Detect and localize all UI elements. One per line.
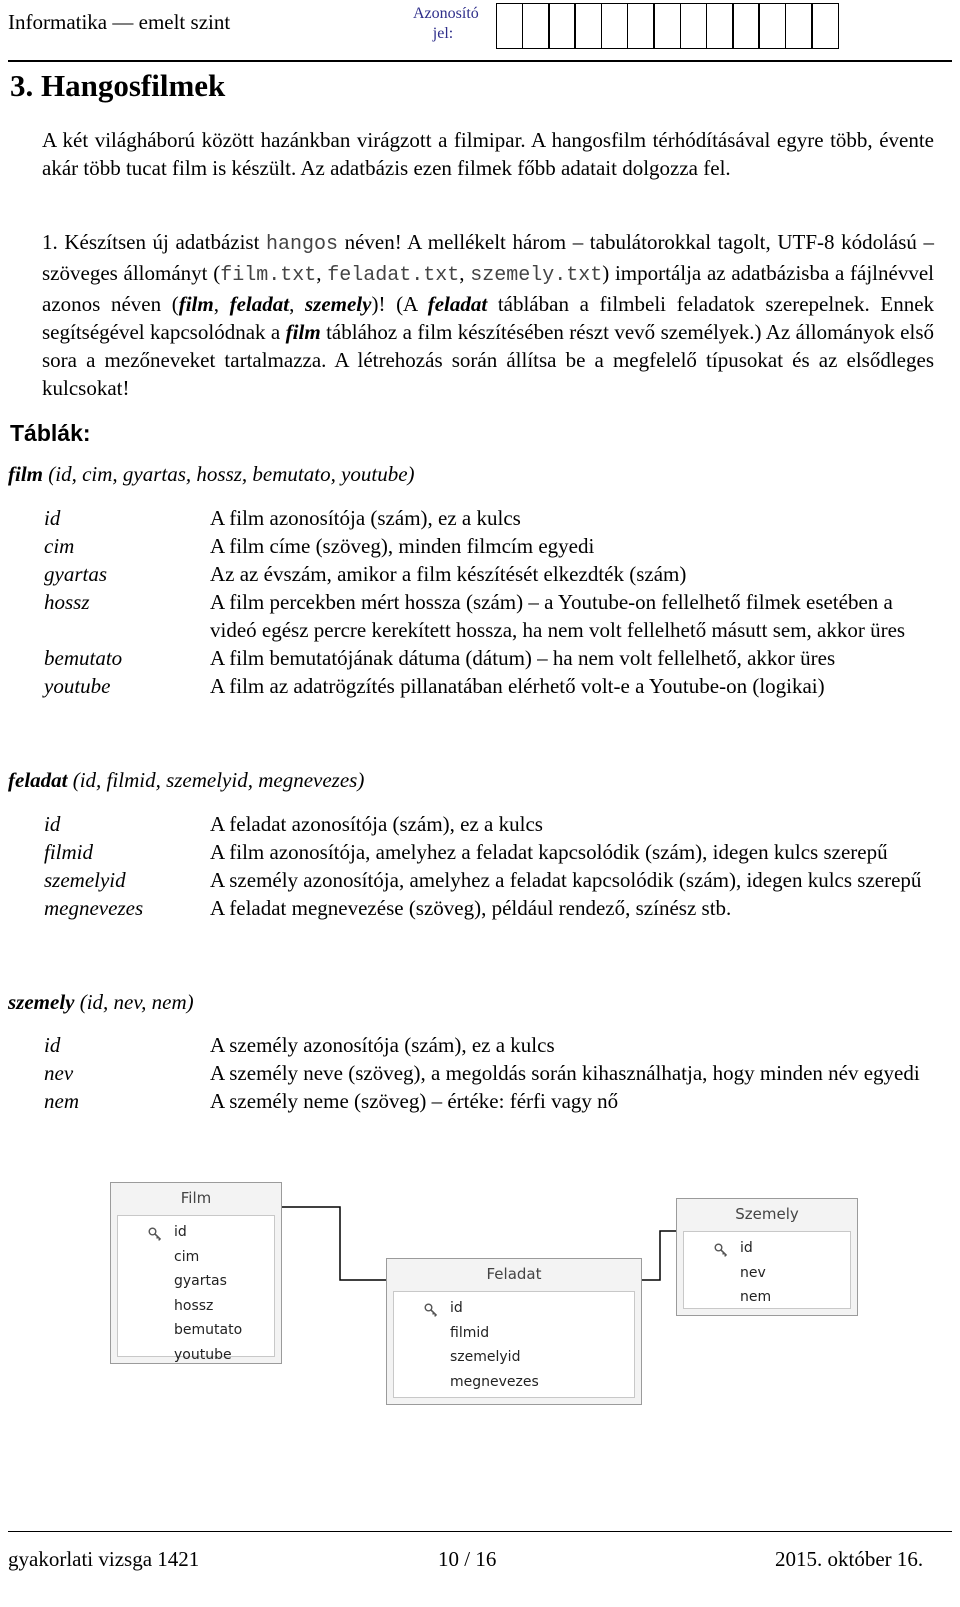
- id-box[interactable]: [548, 3, 576, 49]
- diagram-field: [684, 1285, 850, 1310]
- field-name: cim: [44, 534, 75, 558]
- diagram-field: [394, 1370, 634, 1395]
- diagram-field-label: bemutato: [174, 1322, 243, 1339]
- field-row: [44, 532, 944, 560]
- diagram-field: [394, 1345, 634, 1370]
- diagram-title-feladat: Feladat: [486, 1265, 542, 1283]
- relation-line-szemely-feladat: [640, 1231, 676, 1280]
- field-name: id: [44, 506, 61, 530]
- field-row: [44, 866, 944, 894]
- field-description: A feladat megnevezése (szöveg), például rendező, színész stb.: [210, 896, 732, 920]
- field-description: A film percekben mért hossza (szám) – a Youtube-on fellelhető filmek esetében a videó egész percre kerekített hossza, ha nem volt fellelhető másutt sem, akkor üres: [210, 590, 906, 642]
- primary-key-icon: [148, 1225, 162, 1239]
- table-def-film: film (id, cim, gyartas, hossz, bemutato, youtube): [8, 462, 415, 486]
- table-def-feladat: feladat (id, filmid, szemelyid, megnevezes): [8, 768, 365, 792]
- field-row: [44, 894, 944, 922]
- footer-exam: gyakorlati vizsga 1421: [8, 1547, 200, 1571]
- field-description: A film címe (szöveg), minden filmcím egyedi: [210, 534, 595, 558]
- table-def-szemely: szemely (id, nev, nem): [8, 990, 194, 1014]
- id-boxes: [497, 3, 839, 49]
- diagram-field: [684, 1261, 850, 1286]
- footer-date: 2015. október 16.: [775, 1547, 924, 1571]
- field-name: hossz: [44, 590, 90, 614]
- tables-label: Táblák:: [10, 420, 91, 446]
- diagram-field: [118, 1294, 274, 1319]
- diagram-field: [118, 1318, 274, 1343]
- field-description: A film azonosítója (szám), ez a kulcs: [210, 506, 521, 530]
- field-name: nem: [44, 1089, 79, 1113]
- footer-rule: [8, 1531, 952, 1532]
- diagram-field-label: id: [174, 1224, 187, 1240]
- field-description: A személy azonosítója (szám), ez a kulcs: [210, 1033, 555, 1057]
- primary-key-icon: [714, 1241, 728, 1255]
- relation-line-film-feladat: [280, 1207, 386, 1280]
- id-label: Azonosító jel:: [413, 5, 479, 42]
- field-list-szemely: [44, 1031, 944, 1115]
- field-description: A film bemutatójának dátuma (dátum) – ha nem volt fellelhető, akkor üres: [210, 646, 836, 670]
- diagram-box-feladat[interactable]: [386, 1258, 642, 1405]
- field-name: bemutato: [44, 646, 123, 670]
- field-description: A feladat azonosítója (szám), ez a kulcs: [210, 812, 543, 836]
- field-name: megnevezes: [44, 896, 144, 920]
- field-name: szemelyid: [44, 868, 126, 892]
- diagram-field: [394, 1296, 634, 1321]
- id-box[interactable]: [732, 3, 760, 49]
- field-name: nev: [44, 1061, 74, 1085]
- footer-page-number: 10 / 16: [438, 1547, 497, 1571]
- section-title: 3. Hangosfilmek: [10, 68, 226, 103]
- field-list-film: [44, 504, 944, 700]
- diagram-box-szemely[interactable]: [676, 1198, 858, 1316]
- id-box[interactable]: [574, 3, 602, 49]
- field-name: filmid: [44, 840, 94, 864]
- field-description: A személy neme (szöveg) – értéke: férfi vagy nő: [210, 1089, 619, 1113]
- field-description: A személy azonosítója, amelyhez a feladat kapcsolódik (szám), idegen kulcs szerepű: [210, 868, 922, 892]
- diagram-field-label: id: [450, 1300, 463, 1316]
- intro-paragraph: A két világháború között hazánkban virágzott a filmipar. A hangosfilm térhódításával egyre több, évente akár több tucat film is készült. Az adatbázis ezen filmek főbb adatait dolgozza fel.: [42, 128, 934, 180]
- field-row: [44, 644, 944, 672]
- diagram-field-label: youtube: [174, 1346, 232, 1363]
- diagram-field-label: megnevezes: [450, 1373, 539, 1390]
- diagram-field: [684, 1236, 850, 1261]
- id-box[interactable]: [706, 3, 734, 49]
- field-row: [44, 810, 944, 838]
- diagram-field-label: hossz: [174, 1297, 214, 1314]
- diagram-field-label: id: [740, 1240, 753, 1256]
- field-row: [44, 588, 944, 644]
- field-description: A film az adatrögzítés pillanatában elérhető volt-e a Youtube-on (logikai): [210, 674, 825, 698]
- id-box[interactable]: [785, 3, 813, 49]
- field-row: [44, 1087, 944, 1115]
- diagram-field: [118, 1220, 274, 1245]
- diagram-field: [118, 1245, 274, 1270]
- task-1-paragraph: 1. Készítsen új adatbázist hangos néven! A mellékelt három – tabulátorokkal tagolt, UTF-8 kódolású – szöveges állományt (film.txt, feladat.txt, szemely.txt) importálja az adatbázisba a fájlnévvel azonos néven (film, feladat, szemely)! (A feladat táblában a filmbeli feladatok szerepelnek. Ennek segítségével kapcsolódnak a film táblához a film készítésében részt vevő személyek.) Az állományok első sora a mezőneveket tartalmazza. A létrehozás során állítsa be a megfelelő típusokat és az elsődleges kulcsokat!: [42, 230, 935, 400]
- relationship-diagram: [100, 1175, 860, 1405]
- diagram-field-label: nev: [740, 1264, 766, 1281]
- id-box[interactable]: [680, 3, 708, 49]
- id-box[interactable]: [627, 3, 655, 49]
- diagram-title-film: Film: [180, 1189, 212, 1207]
- diagram-field-label: gyartas: [174, 1273, 227, 1290]
- field-description: A film azonosítója, amelyhez a feladat kapcsolódik (szám), idegen kulcs szerepű: [210, 840, 888, 864]
- field-row: [44, 560, 944, 588]
- id-box[interactable]: [758, 3, 786, 49]
- field-row: [44, 672, 944, 700]
- field-list-feladat: [44, 810, 944, 922]
- field-name: id: [44, 812, 61, 836]
- diagram-title-szemely: Szemely: [735, 1205, 799, 1223]
- field-name: id: [44, 1033, 61, 1057]
- id-box[interactable]: [496, 3, 524, 49]
- primary-key-icon: [424, 1301, 438, 1315]
- diagram-field: [118, 1269, 274, 1294]
- header-title: Informatika — emelt szint: [8, 10, 231, 34]
- field-description: Az az évszám, amikor a film készítését elkezdték (szám): [210, 562, 687, 586]
- diagram-field-label: filmid: [450, 1324, 490, 1341]
- field-row: [44, 504, 944, 532]
- field-name: youtube: [44, 674, 111, 698]
- diagram-fields-feladat: [393, 1291, 635, 1398]
- id-box[interactable]: [811, 3, 839, 49]
- id-box[interactable]: [601, 3, 629, 49]
- field-name: gyartas: [44, 562, 107, 586]
- diagram-field-label: nem: [740, 1289, 772, 1306]
- field-row: [44, 1059, 944, 1087]
- diagram-field-label: cim: [174, 1248, 200, 1265]
- diagram-field: [118, 1343, 274, 1368]
- field-row: [44, 1031, 944, 1059]
- id-box[interactable]: [522, 3, 550, 49]
- diagram-box-film[interactable]: [110, 1182, 282, 1364]
- diagram-fields-film: [117, 1215, 275, 1363]
- id-box[interactable]: [653, 3, 681, 49]
- field-row: [44, 838, 944, 866]
- header-rule: [8, 60, 952, 62]
- field-description: A személy neve (szöveg), a megoldás során kihasználhatja, hogy minden név egyedi: [210, 1061, 920, 1085]
- diagram-fields-szemely: [683, 1231, 851, 1309]
- diagram-field-label: szemelyid: [450, 1349, 521, 1366]
- diagram-field: [394, 1321, 634, 1346]
